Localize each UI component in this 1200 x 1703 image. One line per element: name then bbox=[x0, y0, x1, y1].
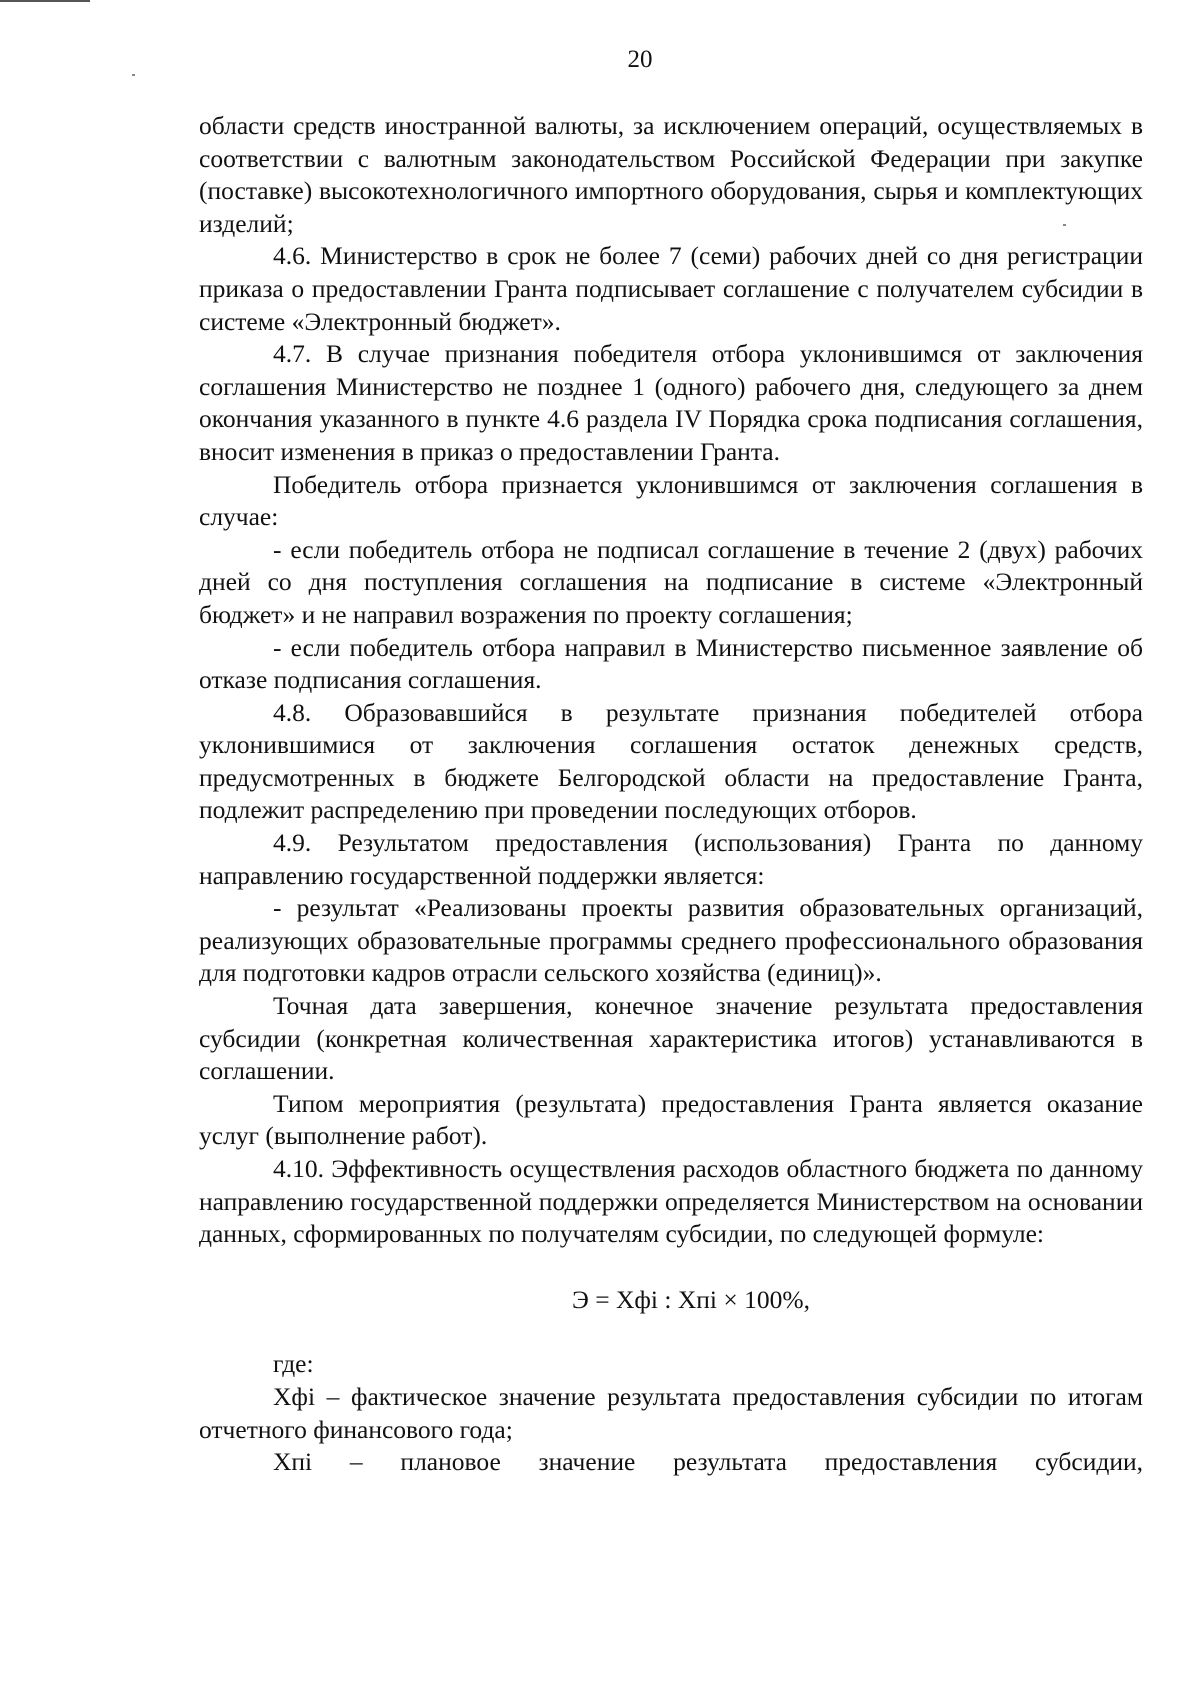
paragraph: Победитель отбора признается уклонившимся от заключения соглашения в случае: bbox=[199, 469, 1143, 532]
list-item: - если победитель отбора направил в Министерство письменное заявление об отказе подписания соглашения. bbox=[199, 632, 1143, 695]
paragraph: Точная дата завершения, конечное значение результата предоставления субсидии (конкретная количественная характеристика итогов) устанавливаются в соглашении. bbox=[199, 991, 1143, 1086]
paragraph-4-8: 4.8. Образовавшийся в результате признания победителей отбора уклонившимися от заключения соглашения остаток денежных средств, предусмотренных в бюджете Белгородской области на предоставление Гранта, подлежит распределению при проведении последующих отборов. bbox=[199, 697, 1143, 825]
page-number: 20 bbox=[627, 46, 653, 73]
list-item: - результат «Реализованы проекты развития образовательных организаций, реализующих образовательные программы среднего профессионального образования для подготовки кадров отрасли сельского хозяйства (единиц)». bbox=[199, 893, 1143, 988]
document-body bbox=[199, 110, 1143, 1479]
paragraph: области средств иностранной валюты, за исключением операций, осуществляемых в соответствии с валютным законодательством Российской Федерации при закупке (поставке) высокотехнологичного импортного оборудования, сырья и комплектующих изделий; bbox=[199, 111, 1143, 238]
definition-planned: Хпi – плановое значение результата предоставления субсидии, bbox=[273, 1447, 1143, 1477]
formula: Э = Хфi : Хпi × 100%, bbox=[572, 1284, 810, 1314]
scan-speck bbox=[132, 74, 135, 76]
paragraph: где: bbox=[273, 1349, 314, 1379]
scan-edge-mark bbox=[0, 0, 90, 2]
definition-actual: Хфi – фактическое значение результата предоставления субсидии по итогам отчетного финансового года; bbox=[199, 1381, 1143, 1444]
paragraph-4-10: 4.10. Эффективность осуществления расходов областного бюджета по данному направлению государственной поддержки определяется Министерством на основании данных, сформированных по получателям субсидии, по следующей формуле: bbox=[199, 1154, 1143, 1249]
paragraph-4-9: 4.9. Результатом предоставления (использования) Гранта по данному направлению государственной поддержки является: bbox=[199, 828, 1143, 890]
paragraph-4-7: 4.7. В случае признания победителя отбора уклонившимся от заключения соглашения Министерство не позднее 1 (одного) рабочего дня, следующего за днем окончания указанного в пункте 4.6 раздела IV Порядка срока подписания соглашения, вносит изменения в приказ о предоставлении Гранта. bbox=[199, 339, 1143, 466]
list-item: - если победитель отбора не подписал соглашение в течение 2 (двух) рабочих дней со дня поступления соглашения на подписание в системе «Электронный бюджет» и не направил возражения по проекту соглашения; bbox=[199, 534, 1143, 629]
paragraph-4-6: 4.6. Министерство в срок не более 7 (семи) рабочих дней со дня регистрации приказа о предоставлении Гранта подписывает соглашение с получателем субсидии в системе «Электронный бюджет». bbox=[199, 241, 1143, 336]
paragraph: Типом мероприятия (результата) предоставления Гранта является оказание услуг (выполнение работ). bbox=[199, 1088, 1143, 1151]
